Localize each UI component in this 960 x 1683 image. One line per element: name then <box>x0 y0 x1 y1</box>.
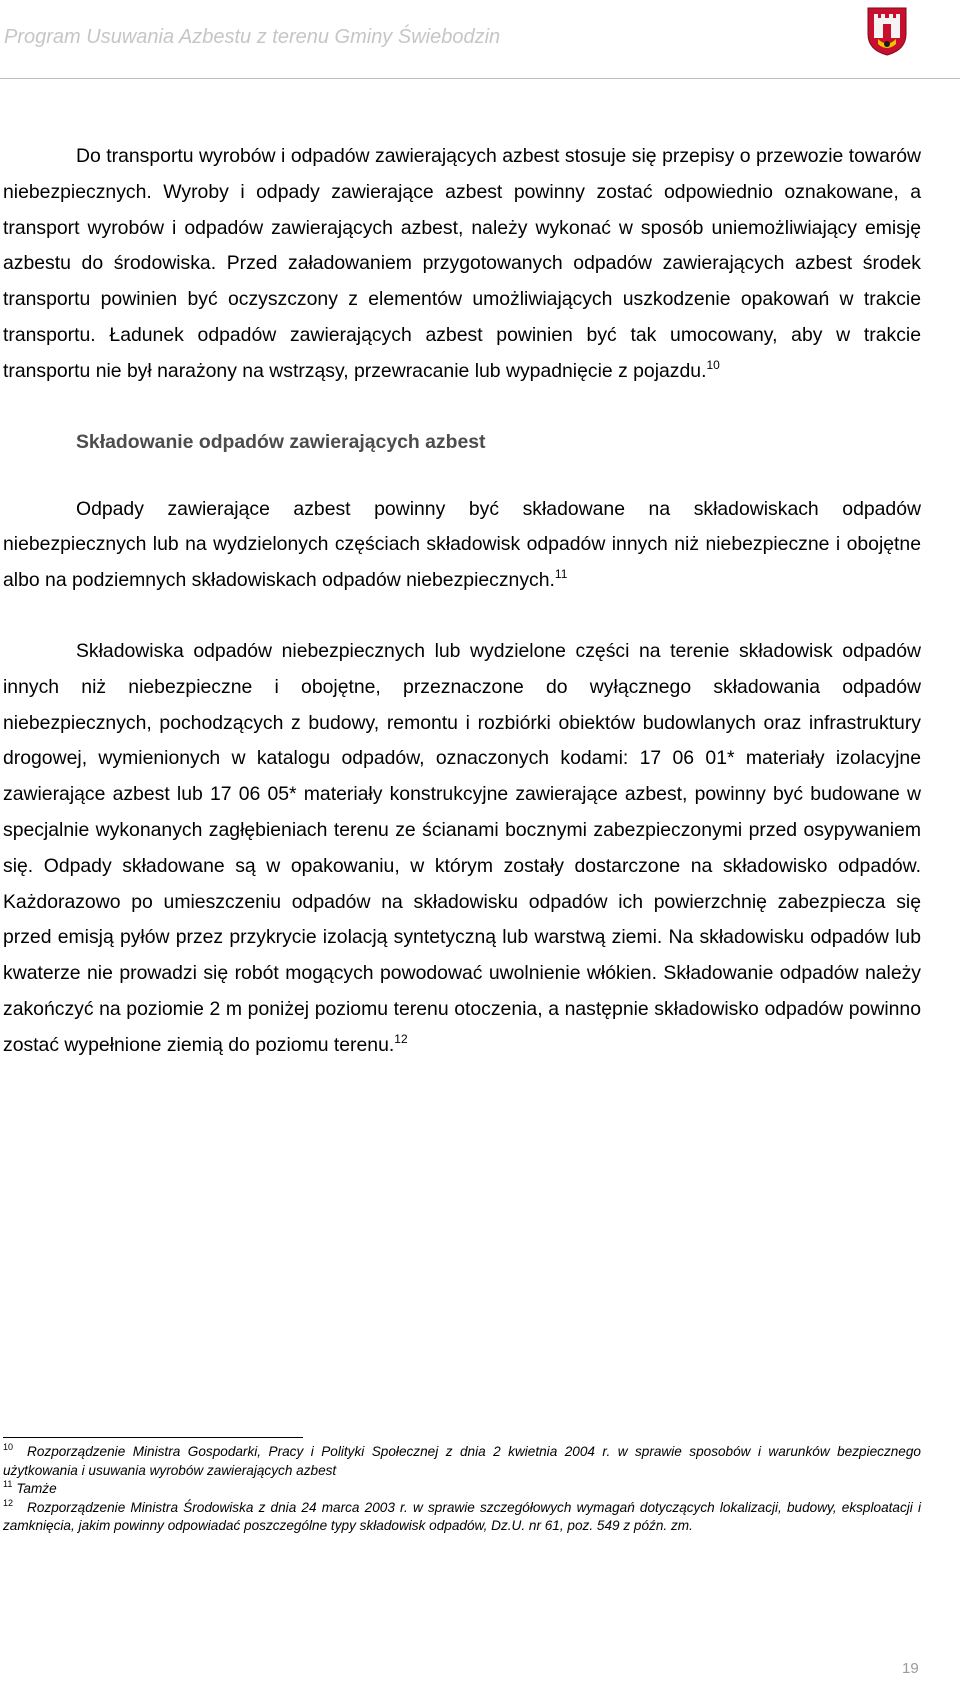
footnote-ref: 12 <box>394 1031 408 1046</box>
spacer <box>3 599 921 634</box>
page-number: 19 <box>902 1660 919 1677</box>
footnote-ref: 10 <box>706 357 720 372</box>
footnote-ref: 11 <box>554 567 568 582</box>
footnote-11 <box>3 1480 921 1499</box>
footnotes <box>3 1443 921 1536</box>
footnote-10 <box>3 1443 921 1480</box>
header-divider <box>0 78 960 79</box>
section-heading: Składowanie odpadów zawierających azbest <box>76 430 486 453</box>
page-header <box>0 0 960 80</box>
paragraph-transport <box>3 139 921 390</box>
footnote-text: Rozporządzenie Ministra Środowiska z dnia 24 marca 2003 r. w sprawie szczegółowych wymagań dotyczących lokalizacji, budowy, eksploatacji i zamknięcia, jakim powinny odpowiadać poszczególne typy składowisk odpadów, Dz.U. nr 61, poz. 549 z późn. zm. <box>3 1499 921 1533</box>
footnote-number: 12 <box>3 1497 14 1508</box>
coat-of-arms-icon <box>866 4 908 56</box>
paragraph-storage <box>3 492 921 599</box>
paragraph-text: Do transportu wyrobów i odpadów zawierających azbest stosuje się przepisy o przewozie towarów niebezpiecznych. Wyroby i odpady zawierające azbest powinny zostać odpowiednio oznakowane, a transport wyrobów i odpadów zawierających azbest, należy wykonać w sposób uniemożliwiający emisję azbestu do środowiska. Przed załadowaniem przygotowanych odpadów zawierających azbest środek transportu powinien być oczyszczony z elementów umożliwiających uszkodzenie opakowań w trakcie transportu. Ładunek odpadów zawierających azbest powinien być tak umocowany, aby w trakcie transportu nie był narażony na wstrząsy, przewracanie lub wypadnięcie z pojazdu. <box>3 145 921 382</box>
document-body <box>3 139 921 1064</box>
footnote-number: 11 <box>3 1479 13 1489</box>
footnote-text: Tamże <box>16 1481 57 1496</box>
footnote-number: 10 <box>3 1442 14 1452</box>
paragraph-text: Odpady zawierające azbest powinny być składowane na składowiskach odpadów niebezpiecznych lub na wydzielonych częściach składowisk odpadów innych niż niebezpieczne i obojętne albo na podziemnych składowiskach odpadów niebezpiecznych. <box>3 497 921 592</box>
footnote-divider <box>3 1437 303 1438</box>
footnote-text: Rozporządzenie Ministra Gospodarki, Pracy i Polityki Społecznej z dnia 2 kwietnia 2004 r. w sprawie sposobów i warunków bezpiecznego użytkowania i usuwania wyrobów zawierających azbest <box>3 1444 921 1478</box>
footnote-12 <box>3 1499 921 1536</box>
header-title: Program Usuwania Azbestu z terenu Gminy Świebodzin <box>4 26 501 48</box>
paragraph-text: Składowiska odpadów niebezpiecznych lub wydzielone części na terenie składowisk odpadów innych niż niebezpieczne i obojętne, przeznaczone do wyłącznego składowania odpadów niebezpiecznych, pochodzących z budowy, remontu i rozbiórki obiektów budowlanych oraz infrastruktury drogowej, wymienionych w katalogu odpadów, oznaczonych kodami: 17 06 01* materiały izolacyjne zawierające azbest lub 17 06 05* materiały konstrukcyjne zawierające azbest, powinny być budowane w specjalnie wykonanych zagłębieniach terenu ze ścianami bocznymi zabezpieczonymi przed osypywaniem się. Odpady składowane są w opakowaniu, w którym zostały dostarczone na składowisko odpadów. Każdorazowo po umieszczeniu odpadów na składowisku odpadów ich powierzchnię zabezpiecza się przed emisją pyłów przez przykrycie izolacją syntetyczną lub warstwą ziemi. Na składowisku odpadów lub kwaterze nie prowadzi się robót mogących powodować uwolnienie włókien. Składowanie odpadów należy zakończyć na poziomie 2 m poniżej poziomu terenu otoczenia, a następnie składowisko odpadów powinno zostać wypełnione ziemią do poziomu terenu. <box>3 639 921 1056</box>
paragraph-landfills <box>3 634 921 1064</box>
